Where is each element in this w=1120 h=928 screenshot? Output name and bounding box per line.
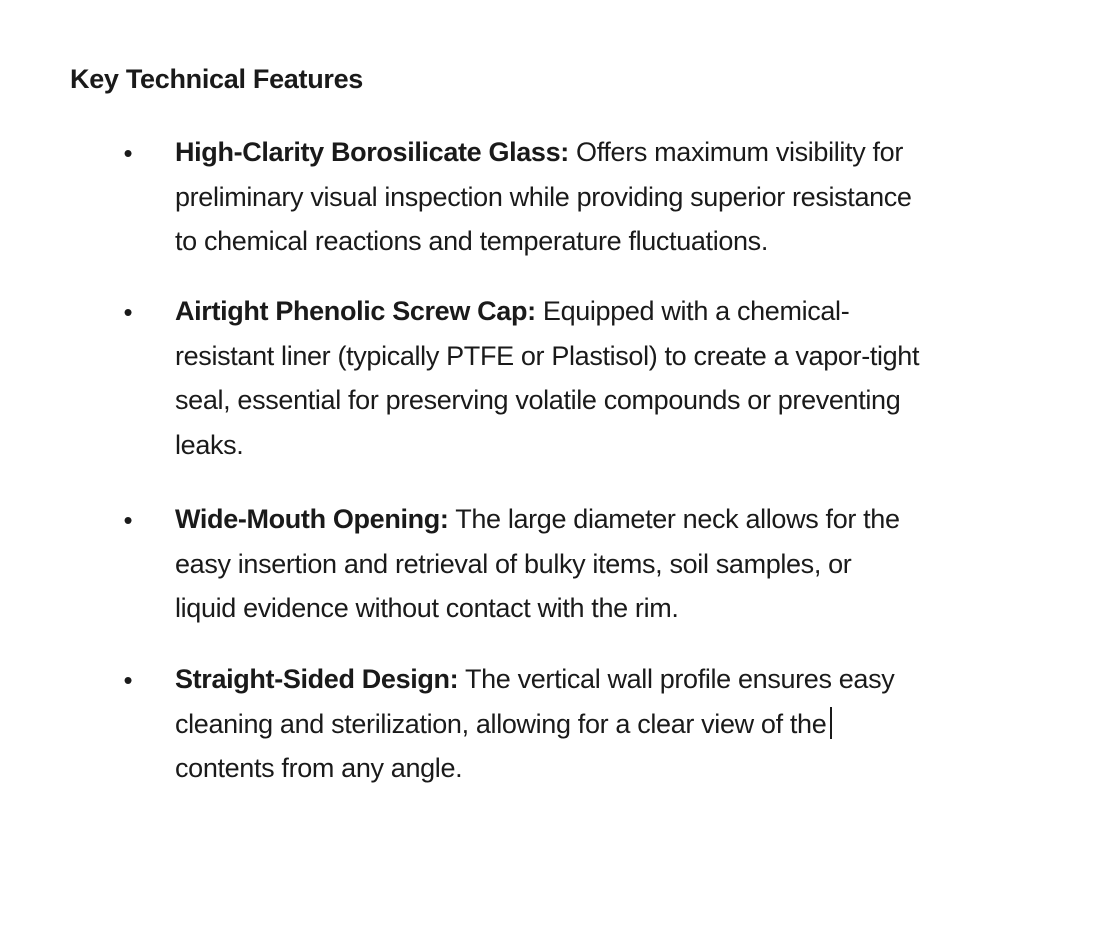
feature-line: liquid evidence without contact with the rim. [175,593,679,623]
feature-description: The vertical wall profile ensures easy [458,664,895,694]
feature-line [175,497,1045,542]
feature-line: to chemical reactions and temperature fluctuations. [175,226,768,256]
feature-description: The large diameter neck allows for the [448,504,900,534]
feature-term: High-Clarity Borosilicate Glass: [175,137,569,167]
feature-text[interactable] [175,289,1045,467]
feature-text[interactable] [175,657,1045,791]
feature-line [175,130,1045,175]
bullet-icon: • [123,138,133,168]
section-heading: Key Technical Features [70,64,364,94]
feature-line-text: cleaning and sterilization, allowing for a clear view of the [175,708,827,739]
feature-term: Straight-Sided Design: [175,664,459,694]
feature-line [175,702,1045,747]
feature-description: Offers maximum visibility for [568,137,903,167]
feature-line: seal, essential for preserving volatile compounds or preventing [175,385,901,415]
feature-line [175,657,1045,702]
text-cursor [830,707,832,739]
bullet-icon: • [123,505,133,535]
feature-description: Equipped with a chemical- [535,296,850,326]
feature-term: Airtight Phenolic Screw Cap: [175,296,536,326]
feature-line: preliminary visual inspection while providing superior resistance [175,181,912,212]
feature-line: contents from any angle. [175,753,463,783]
feature-line [175,289,1045,334]
feature-line: leaks. [175,429,244,460]
feature-text[interactable] [175,130,1045,264]
bullet-icon: • [123,665,133,695]
feature-line: easy insertion and retrieval of bulky items, soil samples, or [175,548,852,579]
feature-term: Wide-Mouth Opening: [175,504,449,534]
bullet-icon: • [123,297,133,327]
feature-text[interactable] [175,497,1045,631]
feature-line: resistant liner (typically PTFE or Plastisol) to create a vapor-tight [175,340,920,371]
